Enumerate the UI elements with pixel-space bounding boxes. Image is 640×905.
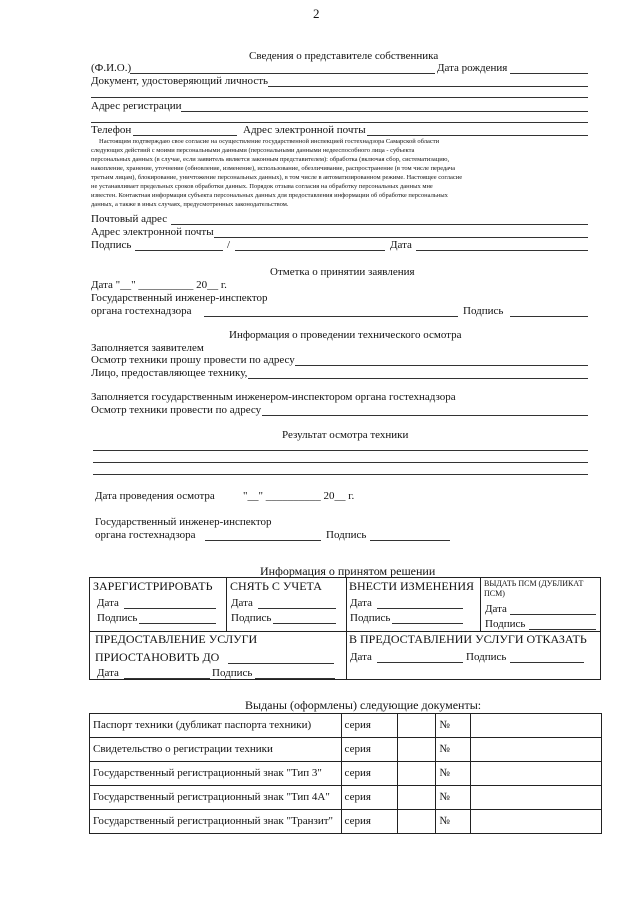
acceptance-date: Дата "__" __________ 20__ г. [91, 279, 227, 291]
result-signature-label: Подпись [326, 529, 367, 541]
email-label: Адрес электронной почты [243, 124, 366, 136]
consent-line: следующих действий с моими персональными данными (персональными данными недееспособного лица - субъекта [91, 147, 415, 154]
series-label: серия [341, 714, 398, 738]
postal-label: Почтовый адрес [91, 213, 168, 225]
page-number: 2 [313, 6, 320, 21]
result-inspector-field[interactable] [205, 540, 321, 541]
number-cell[interactable] [471, 810, 602, 834]
changes-signature-label: Подпись [350, 612, 391, 624]
consent-line: Настоящим подтверждаю свое согласие на осуществление государственной инспекцией гостехнадзора Самарской области [99, 138, 440, 145]
suspend-date-label: Дата [97, 667, 119, 679]
documents-heading: Выданы (оформлены) следующие документы: [245, 698, 482, 712]
deregister-signature-field[interactable] [273, 623, 336, 624]
deregister-date-label: Дата [231, 597, 253, 609]
changes-signature-field[interactable] [392, 623, 463, 624]
acceptance-inspector-field[interactable] [204, 316, 458, 317]
fio-field[interactable] [130, 73, 435, 74]
doc-name: Государственный регистрационный знак "Тип 3" [90, 762, 342, 786]
birth-field[interactable] [510, 73, 588, 74]
provider-label: Лицо, предоставляющее технику, [91, 367, 248, 379]
refuse-signature-field[interactable] [510, 662, 584, 663]
series-cell[interactable] [398, 786, 436, 810]
email-field[interactable] [367, 135, 588, 136]
series-cell[interactable] [398, 738, 436, 762]
consent-line: третьим лицам), блокирование, уничтожение персональных данных), в том числе в автоматизированном режиме. Настоящее согласие [91, 174, 463, 181]
refuse-signature-label: Подпись [466, 651, 507, 663]
consent-line: данных, а также в иных случаях, предусмотренных законодательством. [91, 201, 289, 208]
table-row [90, 762, 602, 786]
result-date-label: Дата проведения осмотра [95, 490, 215, 502]
register-signature-label: Подпись [97, 612, 138, 624]
address-field[interactable] [181, 111, 588, 112]
number-cell[interactable] [471, 762, 602, 786]
result-line[interactable] [93, 450, 588, 451]
result-signature-field[interactable] [370, 540, 450, 541]
psm-date-field[interactable] [510, 614, 596, 615]
phone-label: Телефон [91, 124, 132, 136]
acceptance-heading: Отметка о принятии заявления [270, 266, 415, 278]
register-date-field[interactable] [124, 608, 216, 609]
register-date-label: Дата [97, 597, 119, 609]
number-cell[interactable] [471, 786, 602, 810]
table-row [90, 738, 602, 762]
filled-by-inspector: Заполняется государственным инженером-инспектором органа гостехнадзора [91, 391, 456, 403]
number-cell[interactable] [471, 714, 602, 738]
refuse-date-label: Дата [350, 651, 372, 663]
changes-date-field[interactable] [377, 608, 463, 609]
provider-field[interactable] [248, 378, 588, 379]
address-label: Адрес регистрации [91, 100, 182, 112]
changes-option[interactable]: ВНЕСТИ ИЗМЕНЕНИЯ [349, 579, 475, 593]
email2-label: Адрес электронной почты [91, 226, 214, 238]
doc-name: Паспорт техники (дубликат паспорта техники) [90, 714, 342, 738]
table-row [90, 786, 602, 810]
slash: / [227, 239, 231, 251]
filled-by-applicant: Заполняется заявителем [91, 342, 204, 354]
suspend-until-field[interactable] [228, 663, 334, 664]
series-label: серия [341, 762, 398, 786]
doc-name: Государственный регистрационный знак "Транзит" [90, 810, 342, 834]
acceptance-inspector-2: органа гостехнадзора [91, 305, 192, 317]
suspend-signature-label: Подпись [212, 667, 253, 679]
rep-heading: Сведения о представителе собственника [249, 50, 439, 62]
doc-field[interactable] [268, 86, 588, 87]
inspect-address-field[interactable] [262, 415, 588, 416]
series-label: серия [341, 786, 398, 810]
suspend-date-field[interactable] [124, 678, 210, 679]
series-label: серия [341, 738, 398, 762]
rep-name-field[interactable] [235, 250, 385, 251]
consent-line: известен. Контактная информация субъекта персональных данных для предоставления информации об обработке персональных [91, 192, 448, 199]
issue-psm-option[interactable]: ВЫДАТЬ ПСМ (ДУБЛИКАТ ПСМ) [484, 579, 584, 598]
series-cell[interactable] [398, 762, 436, 786]
decision-heading: Информация о принятом решении [260, 564, 436, 578]
register-signature-field[interactable] [139, 623, 216, 624]
inspect-address-label: Осмотр техники провести по адресу [91, 404, 262, 416]
refuse-option[interactable]: В ПРЕДОСТАВЛЕНИИ УСЛУГИ ОТКАЗАТЬ [349, 632, 587, 646]
suspend-line-2[interactable]: ПРИОСТАНОВИТЬ ДО [95, 650, 220, 664]
suspend-signature-field[interactable] [255, 678, 335, 679]
deregister-date-field[interactable] [258, 608, 336, 609]
table-row [90, 714, 602, 738]
result-line[interactable] [93, 474, 588, 475]
series-cell[interactable] [398, 810, 436, 834]
deregister-option[interactable]: СНЯТЬ С УЧЕТА [230, 579, 322, 593]
consent-line: накопление, хранение, уточнение (обновление, изменение), использование, обезличивание, распространение (в том числе передача [91, 165, 456, 172]
rep-signature-field[interactable] [135, 250, 223, 251]
address-field-2[interactable] [91, 122, 588, 123]
documents-table [89, 713, 602, 834]
psm-date-label: Дата [485, 603, 507, 615]
psm-signature-field[interactable] [529, 629, 596, 630]
result-date-value: "__" __________ 20__ г. [243, 490, 355, 502]
number-label: № [436, 762, 471, 786]
consent-line: не устанавливает предельных сроков обработки данных. Порядок отзыва согласия на обработку персональных данных мне [91, 183, 433, 190]
number-label: № [436, 786, 471, 810]
doc-name: Государственный регистрационный знак "Тип 4А" [90, 786, 342, 810]
series-label: серия [341, 810, 398, 834]
result-inspector-2: органа гостехнадзора [95, 529, 196, 541]
doc-name: Свидетельство о регистрации техники [90, 738, 342, 762]
email2-field[interactable] [214, 237, 588, 238]
doc-field-2[interactable] [91, 97, 588, 98]
number-cell[interactable] [471, 738, 602, 762]
result-inspector-1: Государственный инженер-инспектор [95, 516, 272, 528]
rep-signature-label: Подпись [91, 239, 132, 251]
result-line[interactable] [93, 462, 588, 463]
refuse-date-field[interactable] [377, 662, 463, 663]
rep-date-label: Дата [390, 239, 412, 251]
changes-date-label: Дата [350, 597, 372, 609]
postal-field[interactable] [171, 224, 588, 225]
acceptance-signature-label: Подпись [463, 305, 504, 317]
psm-signature-label: Подпись [485, 618, 526, 630]
number-label: № [436, 738, 471, 762]
acceptance-inspector-1: Государственный инженер-инспектор [91, 292, 268, 304]
series-cell[interactable] [398, 714, 436, 738]
birth-label: Дата рождения [437, 62, 508, 74]
register-option[interactable]: ЗАРЕГИСТРИРОВАТЬ [93, 579, 213, 593]
result-heading: Результат осмотра техники [282, 429, 409, 441]
number-label: № [436, 810, 471, 834]
doc-label: Документ, удостоверяющий личность [91, 75, 269, 87]
rep-date-field[interactable] [416, 250, 588, 251]
inspect-at-field[interactable] [295, 365, 588, 366]
number-label: № [436, 714, 471, 738]
consent-line: персональных данных (в случае, если заявитель является законным представителем): обработка (включая сбор, систематизацию, [91, 156, 450, 163]
inspect-at-label: Осмотр техники прошу провести по адресу [91, 354, 295, 366]
suspend-line-1[interactable]: ПРЕДОСТАВЛЕНИЕ УСЛУГИ [95, 632, 258, 646]
phone-field[interactable] [133, 135, 237, 136]
table-row [90, 810, 602, 834]
deregister-signature-label: Подпись [231, 612, 272, 624]
acceptance-signature-field[interactable] [510, 316, 588, 317]
inspection-heading: Информация о проведении технического осмотра [229, 329, 462, 341]
fio-label: (Ф.И.О.) [91, 62, 132, 74]
